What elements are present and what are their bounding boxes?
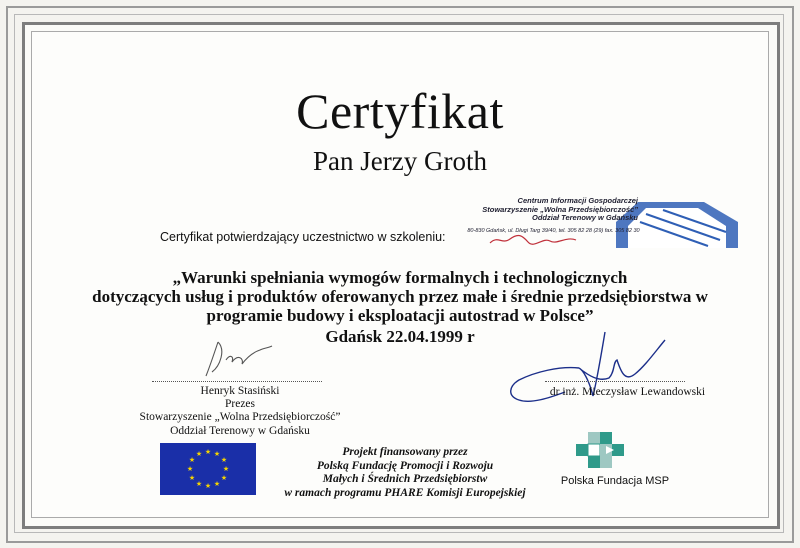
svg-text:★: ★: [188, 474, 196, 482]
left-signatory: [120, 385, 360, 438]
left-signatory-org: Stowarzyszenie „Wolna Przedsiębiorczość”: [139, 411, 341, 424]
svg-text:★: ★: [204, 448, 212, 456]
funding-line-1: Projekt finansowany przez: [342, 446, 468, 458]
issuer-line-3: Oddział Terenowy w Gdańsku: [532, 213, 638, 222]
right-signatory-name: dr inż. Mieczysław Lewandowski: [549, 386, 706, 398]
place-date: Gdańsk 22.04.1999 r: [325, 327, 475, 346]
svg-text:★: ★: [195, 450, 203, 458]
svg-text:★: ★: [213, 480, 221, 488]
msp-foundation-logo: [570, 428, 628, 474]
left-signature-line: [152, 381, 322, 382]
funding-line-3: Małych i Średnich Przedsiębiorstw: [322, 473, 488, 485]
funding-line-2: Polską Fundację Promocji i Rozwoju: [316, 459, 494, 472]
left-signatory-name: Henryk Stasiński: [200, 385, 280, 397]
issuer-logo-text: [478, 197, 638, 223]
svg-text:★: ★: [222, 465, 230, 473]
funding-line-4: w ramach programu PHARE Komisji Europejskiej: [284, 486, 526, 499]
svg-text:★: ★: [213, 450, 221, 458]
msp-foundation-label: Polska Fundacja MSP: [560, 475, 670, 487]
issuer-line-1: Centrum Informacji Gospodarczej: [517, 196, 638, 205]
funding-statement: [270, 446, 540, 500]
left-signature: [196, 336, 276, 380]
right-signature: [505, 322, 685, 418]
issuer-address: 80-830 Gdańsk, ul. Długi Targ 39/40, tel. 305 82 28 (29) fax. 305 82 30: [467, 228, 640, 234]
svg-text:★: ★: [195, 480, 203, 488]
certificate-title: Certyfikat: [296, 83, 504, 139]
svg-text:★: ★: [220, 474, 228, 482]
issuer-line-2: Stowarzyszenie „Wolna Przedsiębiorczość”: [482, 204, 638, 214]
issuer-stamp-signature: [488, 233, 578, 247]
svg-text:★: ★: [204, 482, 212, 490]
recipient-name: Pan Jerzy Groth: [313, 146, 487, 176]
svg-text:★: ★: [188, 456, 196, 464]
left-signatory-role: Prezes: [224, 398, 255, 411]
svg-text:★: ★: [220, 456, 228, 464]
confirmation-text: Certyfikat potwierdzający uczestnictwo w szkoleniu:: [160, 230, 446, 244]
course-line-3: programie budowy i eksploatacji autostrad w Polsce”: [206, 306, 594, 325]
eu-flag: [160, 443, 256, 495]
svg-text:★: ★: [186, 465, 194, 473]
course-line-2: dotyczących usług i produktów oferowanych przez małe i średnie przedsiębiorstwa w: [92, 287, 708, 306]
course-line-1: „Warunki spełniania wymogów formalnych i technologicznych: [172, 268, 628, 287]
left-signatory-branch: Oddział Terenowy w Gdańsku: [170, 424, 310, 437]
right-signature-line: [545, 381, 685, 382]
